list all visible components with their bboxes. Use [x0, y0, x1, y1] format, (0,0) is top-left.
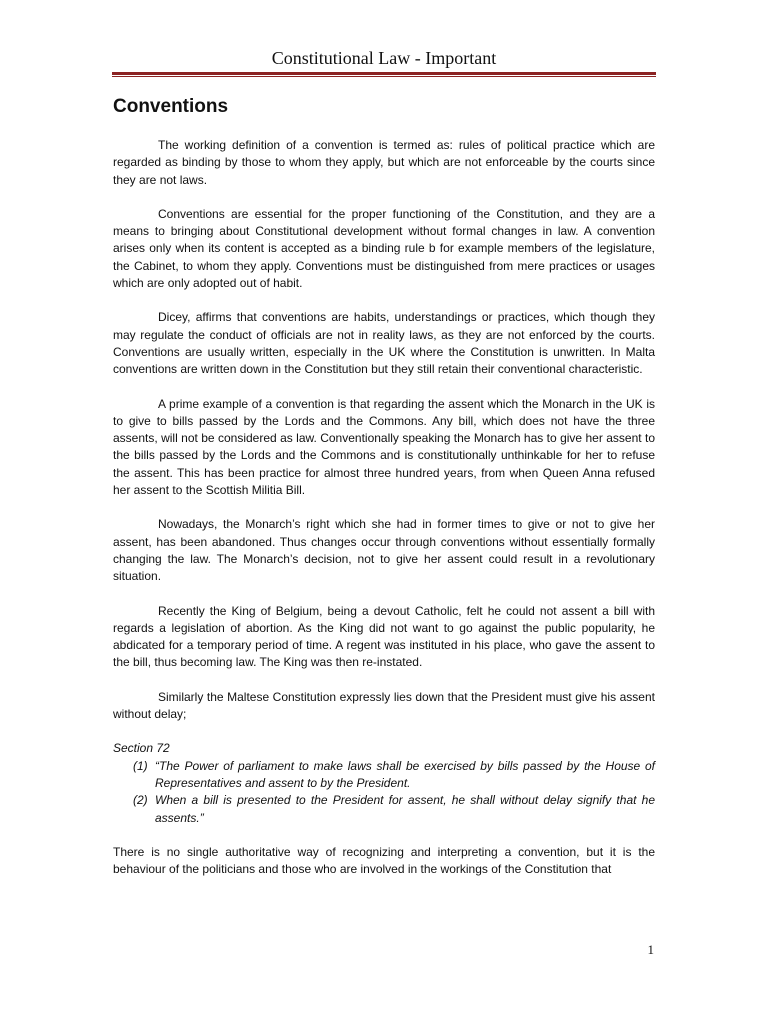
paragraph: Dicey, affirms that conventions are habits, understandings or practices, which though they may regulate the conduct of officials are not in reality laws, as they are not enforced by the courts. Conventions are usually written, especially in the UK where the Constitution is unwritten. In Malta conventions are written down in the Constitution but they still retain their conventional characteristic.: [113, 310, 655, 377]
quote-text: When a bill is presented to the President for assent, he shall without delay signify that he assents.”: [155, 793, 655, 825]
quote-number: (2): [133, 793, 148, 808]
paragraph: Nowadays, the Monarch’s right which she had in former times to give or not to give her assent, has been abandoned. Thus changes occur through conventions without essentially formally changing the law. The Monarch’s decision, not to give her assent could result in a revolutionary situation.: [113, 517, 655, 584]
quote-list: [113, 758, 655, 827]
paragraph: Recently the King of Belgium, being a devout Catholic, felt he could not assent a bill with regards a legislation of abortion. As the King did not want to go against the public popularity, he abdicated for a temporary period of time. A regent was instituted in his place, who gave the assent to the bill, thus becoming law. The King was then re-instated.: [113, 603, 655, 670]
quote-item: [113, 792, 655, 827]
quote-number: (1): [133, 758, 148, 773]
header-rule-thin: [112, 76, 656, 77]
quote-text: “The Power of parliament to make laws shall be exercised by bills passed by the House of Representatives and assent to by the President.: [155, 758, 655, 790]
running-header: Constitutional Law - Important: [271, 48, 497, 68]
paragraph: A prime example of a convention is that regarding the assent which the Monarch in the UK is to give to bills passed by the Lords and the Commons. Any bill, which does not have the three assents, will not be considered as law. Conventionally speaking the Monarch has to give her assent to the bills passed by the Lords and the Commons and is constitutionally unthinkable for her to refuse the assent. This has been practice for almost three hundred years, from when Queen Anna refused her assent to the Scottish Militia Bill.: [113, 396, 655, 498]
section-label: Section 72: [113, 741, 170, 756]
page-number: 1: [647, 942, 654, 957]
header-rule: [112, 72, 656, 75]
body-text: [113, 137, 655, 895]
section-heading: Conventions: [113, 96, 229, 117]
paragraph: There is no single authoritative way of recognizing and interpreting a convention, but it is the behaviour of the politicians and those who are involved in the workings of the Constitution that: [113, 844, 655, 877]
paragraph: Similarly the Maltese Constitution expressly lies down that the President must give his assent without delay;: [113, 689, 655, 722]
paragraph: The working definition of a convention is termed as: rules of political practice which are regarded as binding by those to whom they apply, but which are not enforceable by the courts since they are not laws.: [113, 138, 655, 187]
paragraph: Conventions are essential for the proper functioning of the Constitution, and they are a means to bringing about Constitutional development without formal changes in law. A convention arises only when its content is accepted as a binding rule b for example members of the legislature, the Cabinet, to whom they apply. Conventions must be distinguished from mere practices or usages which are only adopted out of habit.: [113, 206, 655, 291]
quote-item: [113, 758, 655, 793]
